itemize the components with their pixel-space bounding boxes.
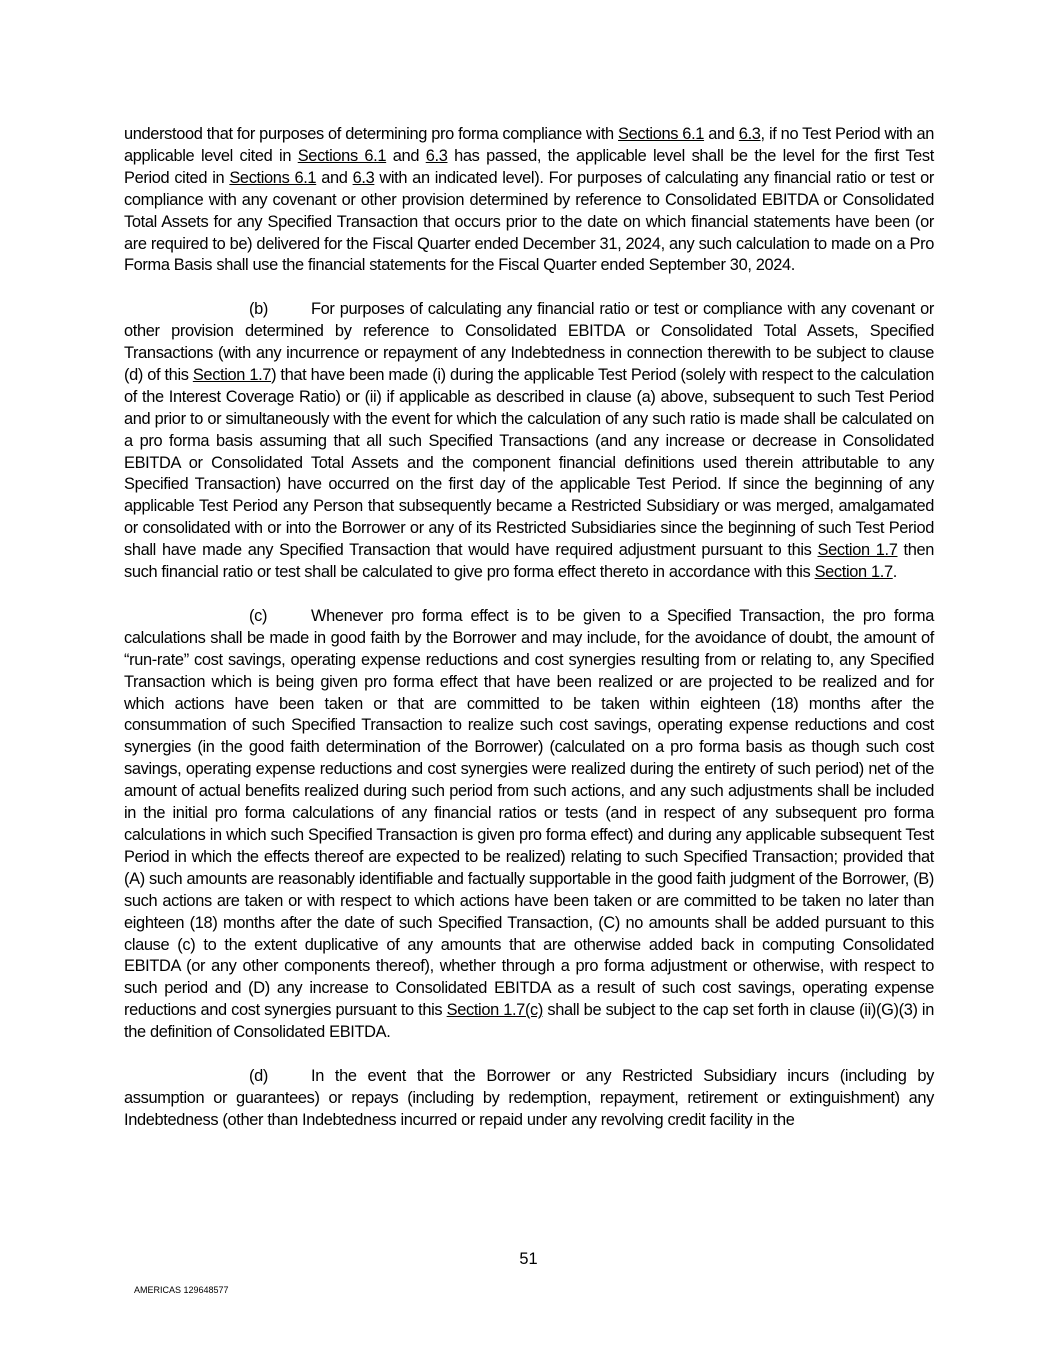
document-body <box>124 124 934 1154</box>
text-run: with an indicated level). For purposes of calculating any financial ratio or test or compliance with any covenant or other provision determined by reference to Consolidated EBITDA or Consolidated Total Assets for any Specified Transaction that occurs prior to the date on which financial statements have been (or are required to be) delivered for the Fiscal Quarter ended December 31, 2024, any such calculation to made on a Pro Forma Basis shall use the financial statements for the Fiscal Quarter ended September 30, 2024. <box>124 168 934 275</box>
text-run: In the event that the Borrower or any Restricted Subsidiary incurs (including by assumption or guarantees) or repays (including by redemption, repayment, retirement or extinguishment) any Indebtedness (other than Indebtedness incurred or repaid under any revolving credit facility in the <box>124 1066 934 1129</box>
clause-label: (b) <box>249 300 268 319</box>
section-reference: Sections 6.1 <box>229 168 317 187</box>
text-run: has passed, the applicable level shall be the level for the first Test Period cited in <box>124 146 934 187</box>
text-run: For purposes of calculating any financial ratio or test or compliance with any covenant or other provision determined by reference to Consolidated EBITDA or Consolidated Total Assets, Specified Transactions (with any incurrence or repayment of any Indebtedness in connection therewith to be subject to clause (d) of this <box>124 300 934 384</box>
text-run: then such financial ratio or test shall be calculated to give pro forma effect thereto in accordance with this <box>124 541 934 582</box>
section-reference: Section 1.7 <box>817 541 898 560</box>
section-reference: 6.3 <box>738 125 761 143</box>
clause-label: (c) <box>249 606 268 625</box>
text-run: understood that for purposes of determining pro forma compliance with <box>124 125 619 143</box>
text-run: , if no Test Period with an applicable level cited in <box>124 125 934 165</box>
section-reference: 6.3 <box>425 146 448 165</box>
clause-label: (d) <box>249 1066 268 1085</box>
text-run: and <box>316 168 353 187</box>
section-reference: 6.3 <box>352 168 375 187</box>
section-reference: Section 1.7(c) <box>446 1001 544 1020</box>
text-run: and <box>704 125 739 143</box>
paragraph-d <box>124 1066 934 1132</box>
paragraph-continuation <box>124 124 934 277</box>
paragraph-c <box>124 606 934 1044</box>
page-number: 51 <box>519 1250 538 1268</box>
text-run: ) that have been made (i) during the applicable Test Period (solely with respect to the calculation of the Interest Coverage Ratio) or (ii) if applicable as described in clause (a) above, subsequent to such Test Period and prior to or simultaneously with the event for which the calculation of any such ratio is made shall be calculated on a pro forma basis assuming that all such Specified Transactions (and any increase or decrease in Consolidated EBITDA or Consolidated Total Assets and the component financial definitions used therein attributable to any Specified Transaction) have occurred on the first day of the applicable Test Period. If since the beginning of any applicable Test Period any Person that subsequently became a Restricted Subsidiary or was merged, amalgamated or consolidated with or into the Borrower or any of its Restricted Subsidiaries since the beginning of such Test Period shall have made any Specified Transaction that would have required adjustment pursuant to this <box>124 365 934 560</box>
text-run: and <box>386 146 426 165</box>
document-footer-id: AMERICAS 129648577 <box>134 1285 229 1295</box>
section-reference: Sections 6.1 <box>618 125 705 143</box>
section-reference: Section 1.7 <box>814 563 893 582</box>
text-run: . <box>892 563 897 582</box>
section-reference: Section 1.7 <box>192 365 272 384</box>
section-reference: Sections 6.1 <box>297 146 387 165</box>
text-run: Whenever pro forma effect is to be given to a Specified Transaction, the pro forma calculations shall be made in good faith by the Borrower and may include, for the avoidance of doubt, the amount of “run-rate” cost savings, operating expense reductions and cost synergies resulting from or relating to, any Specified Transaction which is being given pro forma effect that have been realized or are projected to be realized and for which actions have been taken or that are committed to be taken within eighteen (18) months after the consummation of such Specified Transaction to realize such cost savings, operating expense reductions and cost synergies (in the good faith determination of the Borrower) (calculated on a pro forma basis as though such cost savings, operating expense reductions and cost synergies were realized during the entirety of such period) net of the amount of actual benefits realized during such period from such actions, and any such adjustments shall be included in the initial pro forma calculations of any financial ratios or tests (and in respect of any subsequent pro forma calculations in which such Specified Transaction is given pro forma effect) and during any applicable subsequent Test Period in which the effects thereof are expected to be realized) relating to such Specified Transaction; provided that (A) such amounts are reasonably identifiable and factually supportable in the good faith judgment of the Borrower, (B) such actions are taken or with respect to which actions have been taken or are committed to be taken no later than eighteen (18) months after the date of such Specified Transaction, (C) no amounts shall be added pursuant to this clause (c) to the extent duplicative of any amounts that are otherwise added back in computing Consolidated EBITDA (or any other components thereof), whether through a pro forma adjustment or otherwise, with respect to such period and (D) any increase to Consolidated EBITDA as a result of such cost savings, operating expense reductions and cost synergies pursuant to this <box>124 606 934 1020</box>
paragraph-b <box>124 299 934 584</box>
text-run: shall be subject to the cap set forth in clause (ii)(G)(3) in the definition of Consolidated EBITDA. <box>124 1001 934 1042</box>
